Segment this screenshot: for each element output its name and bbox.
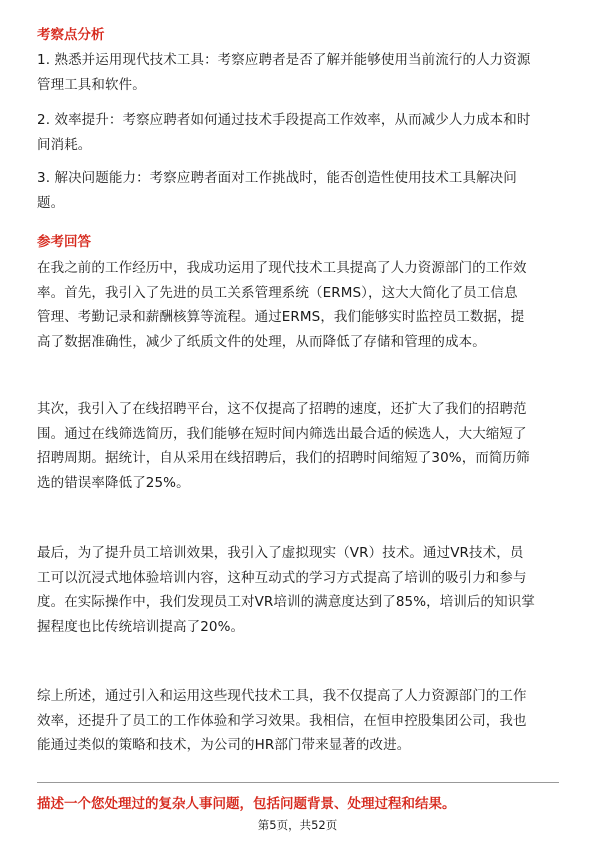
analysis-title: 考察点分析 <box>37 27 105 43</box>
text-line: 最后，为了提升员工培训效果，我引入了虚拟现实（VR）技术。通过VR技术，员 <box>37 545 524 561</box>
text-line: 工可以沉浸式地体验培训内容，这种互动式的学习方式提高了培训的吸引力和参与 <box>37 569 527 586</box>
text-line: 招聘周期。据统计，自从采用在线招聘后，我们的招聘时间缩短了30%，而简历筛 <box>37 450 530 467</box>
answer-paragraph-3 <box>37 541 559 639</box>
text-line: 3. 解决问题能力：考察应聘者面对工作挑战时，能否创造性使用技术工具解决问 <box>37 170 517 186</box>
page-number: 第5页，共52页 <box>257 818 338 832</box>
text-line: 握程度也比传统培训提高了20%。 <box>37 618 245 635</box>
text-line: 在我之前的工作经历中，我成功运用了现代技术工具提高了人力资源部门的工作效 <box>37 260 527 276</box>
text-line: 管理、考勤记录和薪酬核算等流程。通过ERMS，我们能够实时监控员工数据，提 <box>37 309 525 326</box>
analysis-item-2 <box>37 108 559 157</box>
text-line: 度。在实际操作中，我们发现员工对VR培训的满意度达到了85%，培训后的知识掌 <box>37 594 535 611</box>
answer-paragraph-2 <box>37 397 559 495</box>
text-line: 2. 效率提升：考察应聘者如何通过技术手段提高工作效率，从而减少人力成本和时 <box>37 112 531 128</box>
answer-title: 参考回答 <box>37 234 91 250</box>
analysis-item-1 <box>37 48 559 97</box>
text-line: 率。首先，我引入了先进的员工关系管理系统（ERMS），这大大简化了员工信息 <box>37 284 518 301</box>
next-question: 描述一个您处理过的复杂人事问题，包括问题背景、处理过程和结果。 <box>37 796 456 812</box>
text-line: 高了数据准确性，减少了纸质文件的处理，从而降低了存储和管理的成本。 <box>37 333 486 350</box>
text-line: 综上所述，通过引入和运用这些现代技术工具，我不仅提高了人力资源部门的工作 <box>37 688 527 704</box>
text-line: 其次，我引入了在线招聘平台，这不仅提高了招聘的速度，还扩大了我们的招聘范 <box>37 401 527 417</box>
text-line: 管理工具和软件。 <box>37 76 146 93</box>
text-line: 选的错误率降低了25%。 <box>37 474 190 491</box>
text-line: 题。 <box>37 194 65 211</box>
text-line: 1. 熟悉并运用现代技术工具：考察应聘者是否了解并能够使用当前流行的人力资源 <box>37 52 531 68</box>
text-line: 效率，还提升了员工的工作体验和学习效果。我相信，在恒申控股集团公司，我也 <box>37 712 527 729</box>
text-line: 围。通过在线筛选简历，我们能够在短时间内筛选出最合适的候选人，大大缩短了 <box>37 425 527 442</box>
analysis-item-3 <box>37 166 559 215</box>
answer-paragraph-1 <box>37 256 559 354</box>
answer-paragraph-4 <box>37 684 559 758</box>
divider <box>37 782 559 783</box>
text-line: 间消耗。 <box>37 136 92 153</box>
text-line: 能通过类似的策略和技术，为公司的HR部门带来显著的改进。 <box>37 737 411 754</box>
